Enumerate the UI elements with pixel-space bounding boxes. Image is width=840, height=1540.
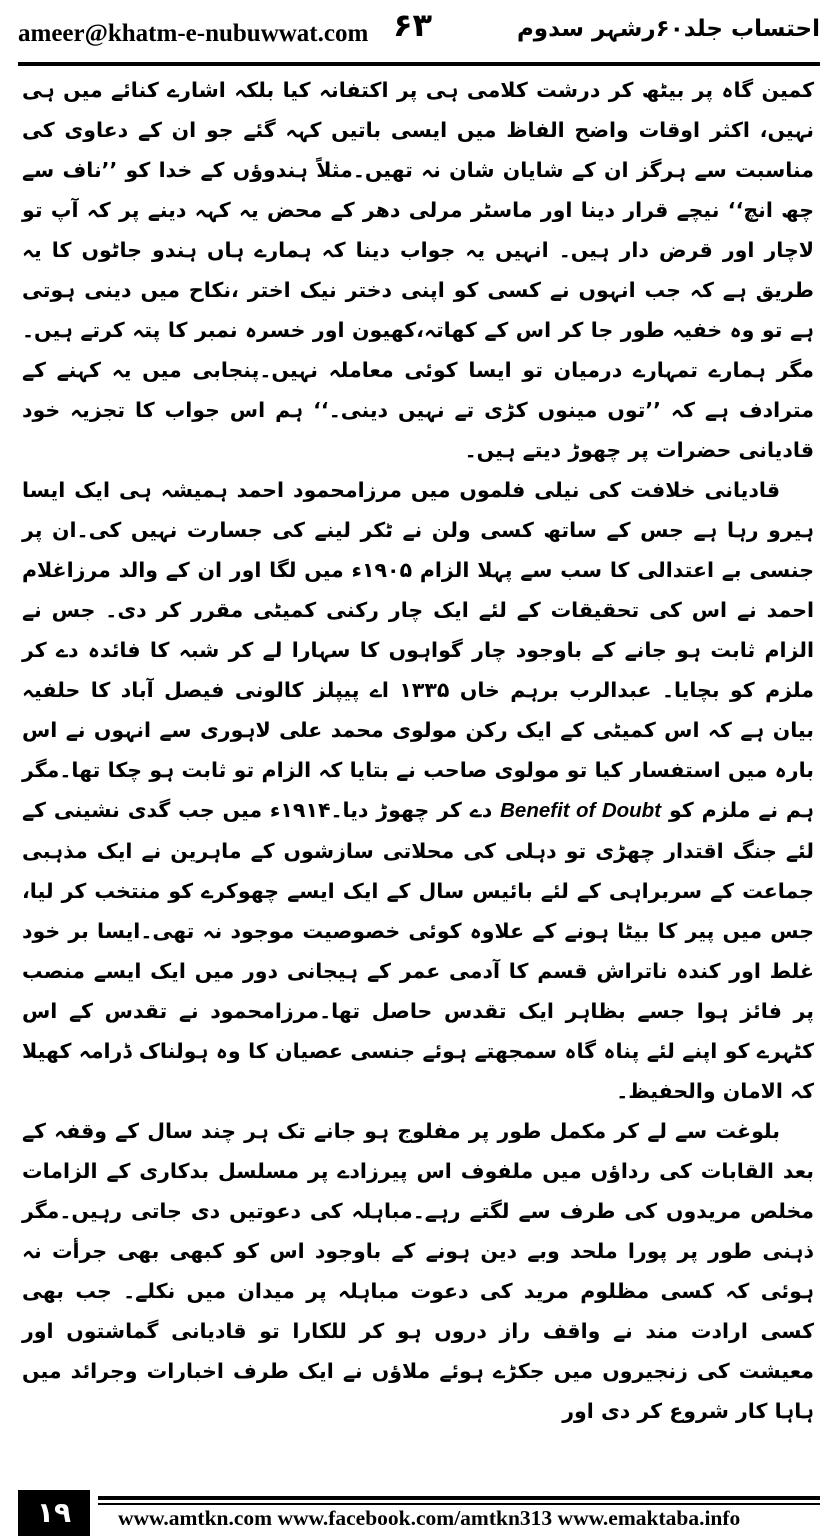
page-header	[18, 0, 820, 62]
header-rule	[18, 62, 820, 66]
header-title: احتساب جلد۶۰رشہر سدوم	[516, 16, 820, 42]
footer-page-number: ۱۹	[18, 1490, 90, 1536]
footer-rule-thin	[98, 1503, 820, 1505]
footer-urls: www.amtkn.com www.facebook.com/amtkn313 www.emaktaba.info	[118, 1506, 741, 1530]
paragraph	[22, 470, 814, 1111]
header-page-number: ۶۳	[393, 6, 433, 44]
header-email: ameer@khatm-e-nubuwwat.com	[18, 20, 369, 47]
english-phrase: Benefit of Doubt	[500, 799, 662, 822]
paragraph-text-continued: دے کر چھوڑ دیا۔۱۹۱۴ء میں جب گدی نشینی کے لئے جنگ اقتدار چھڑی تو دہلی کی محلاتی سازشوں کے ماہرین نے ایک مذہبی جماعت کے سربراہی کے لئے بائیس سال کے ایک ایسے چھوکرے کو منتخب کر لیا، جس میں پیر کا بیٹا ہونے کے علاوہ کوئی خصوصیت موجود نہ تھی۔ایسا بر خود غلط اور کندہ ناتراش قسم کا آدمی عمر کے ہیجانی دور میں ایک ایسے منصب پر فائز ہوا جسے بظاہر ایک تقدس حاصل تھا۔مرزامحمود نے تقدس کے اس کٹہرے کو اپنے لئے پناہ گاہ سمجھتے ہوئے جنسی عصیان کا وہ ہولناک ڈرامہ کھیلا کہ الامان والحفیظ۔	[22, 798, 814, 1103]
paragraph-text: قادیانی خلافت کی نیلی فلموں میں مرزامحمود احمد ہمیشہ ہی ایک ایسا ہیرو رہا ہے جس کے ساتھ کسی ولن نے ٹکر لینے کی جسارت نہیں کی۔ان پر جنسی بے اعتدالی کا سب سے پہلا الزام ۱۹۰۵ء میں لگا اور ان کے والد مرزاغلام احمد نے اس کی تحقیقات کے لئے ایک چار رکنی کمیٹی مقرر کر دی۔ جس نے الزام ثابت ہو جانے کے باوجود چار گواہوں کا سہارا لے کر شبہ کا فائدہ دے کر ملزم کو بچایا۔ عبدالرب برہم خاں ۱۳۳۵ اے پیپلز کالونی فیصل آباد کا حلفیہ بیان ہے کہ اس کمیٹی کے ایک رکن مولوی محمد علی لاہوری سے انہوں نے اس بارہ میں استفسار کیا تو مولوی صاحب نے بتایا کہ الزام تو ثابت ہو چکا تھا۔مگر ہم نے ملزم کو	[22, 478, 815, 822]
page-footer	[18, 1490, 820, 1536]
paragraph-text: کمین گاہ پر بیٹھ کر درشت کلامی ہی پر اکتفانہ کیا بلکہ اشارے کنائے میں ہی نہیں، اکثر اوقات واضح الفاظ میں ایسی باتیں کہہ گئے جو ان کے دعاوی کی مناسبت سے ہرگز ان کے شایان شان نہ تھیں۔مثلاً ہندوؤں کے خدا کو ’’ناف سے چھ انچ‘‘ نیچے قرار دینا اور ماسٹر مرلی دھر کے محض یہ کہہ دینے پر کہ آپ تو لاچار اور قرض دار ہیں۔ انہیں یہ جواب دینا کہ ہمارے ہاں ہندو جاٹوں کا یہ طریق ہے کہ جب انہوں نے کسی کو اپنی دختر نیک اختر ،نکاح میں دینی ہوتی ہے تو وہ خفیہ طور جا کر اس کے کھاتہ،کھیون اور خسرہ نمبر کا پتہ کرتے ہیں۔مگر ہمارے تمہارے درمیان تو ایسا کوئی معاملہ نہیں۔پنجابی میں یہ کہنے کے مترادف ہے کہ ’’توں مینوں کڑی تے نہیں دینی۔‘‘ ہم اس جواب کا تجزیہ خود قادیانی حضرات پر چھوڑ دیتے ہیں۔	[22, 78, 814, 462]
paragraph-text: بلوغت سے لے کر مکمل طور پر مفلوج ہو جانے تک ہر چند سال کے وقفہ کے بعد القابات کی رداؤں میں ملفوف اس پیرزادے پر مسلسل بدکاری کے الزامات مخلص مریدوں کی طرف سے لگتے رہے۔مباہلہ کی دعوتیں دی جاتی رہیں۔مگر ذہنی طور پر پورا ملحد وبے دین ہونے کے باوجود اس کو کبھی بھی جرأت نہ ہوئی کہ کسی مظلوم مرید کی دعوت مباہلہ پر میدان میں نکلے۔ جب بھی کسی ارادت مند نے واقف راز دروں ہو کر للکارا تو قادیانی گماشتوں اور معیشت کی زنجیروں میں جکڑے ہوئے ملاؤں نے ایک طرف اخبارات وجرائد میں ہاہا کار شروع کر دی اور	[22, 1119, 814, 1423]
paragraph	[22, 1111, 814, 1431]
body-text	[22, 70, 814, 1431]
paragraph	[22, 70, 814, 470]
footer-rule	[98, 1496, 820, 1500]
